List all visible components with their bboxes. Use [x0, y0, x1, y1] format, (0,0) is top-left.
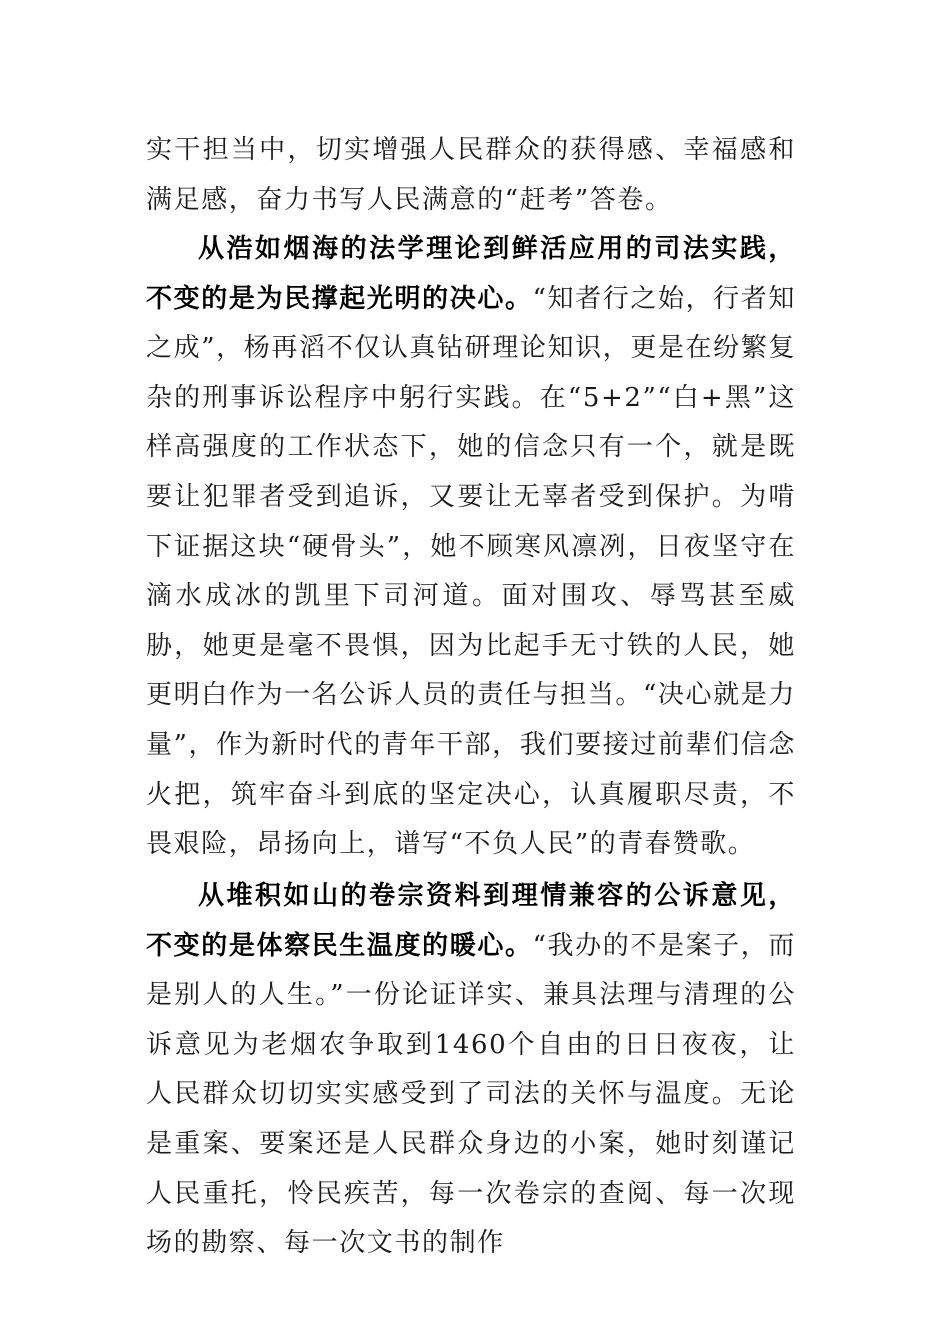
paragraph-3: [146, 872, 796, 1269]
paragraph-1: [146, 126, 796, 225]
paragraph-2-body: “知者行之始，行者知之成”，杨再滔不仅认真钻研理论知识，更是在纷繁复杂的刑事诉讼程序中躬行实践。在“5+2”“白+黑”这样高强度的工作状态下，她的信念只有一个，就是既要让犯罪者受到追诉，又要让无辜者受到保护。为啃下证据这块“硬骨头”，她不顾寒风凛冽，日夜坚守在滴水成冰的凯里下司河道。面对围攻、辱骂甚至威胁，她更是毫不畏惧，因为比起手无寸铁的人民，她更明白作为一名公诉人员的责任与担当。“决心就是力量”，作为新时代的青年干部，我们要接过前辈们信念火把，筑牢奋斗到底的坚定决心，认真履职尽责，不畏艰险，昂扬向上，谱写“不负人民”的青春赞歌。: [146, 283, 797, 860]
paragraph-determination: [146, 225, 796, 870]
paragraph-warmth: [146, 872, 796, 1269]
paragraph-2: [146, 225, 796, 870]
paragraph-2-lead: 从浩如烟海的法学理论到鲜活应用的司法实践，不变的是为民撑起光明的决心。: [146, 234, 796, 314]
paragraph-3-lead: 从堆积如山的卷宗资料到理情兼容的公诉意见，不变的是体察民生温度的暖心。: [146, 881, 796, 961]
paragraph-3-body: “我办的不是案子，而是别人的人生。”一份论证详实、兼具法理与清理的公诉意见为老烟农争取到1460个自由的日日夜夜，让人民群众切切实实感受到了司法的关怀与温度。无论是重案、要案还是人民群众身边的小案，她时刻谨记人民重托，怜民疾苦，每一次卷宗的查阅、每一次现场的勘察、每一次文书的制作: [146, 930, 797, 1259]
paragraph-continuation: [146, 126, 796, 225]
paragraph-1-body: 实干担当中，切实增强人民群众的获得感、幸福感和满足感，奋力书写人民满意的“赶考”答卷。: [146, 135, 796, 215]
